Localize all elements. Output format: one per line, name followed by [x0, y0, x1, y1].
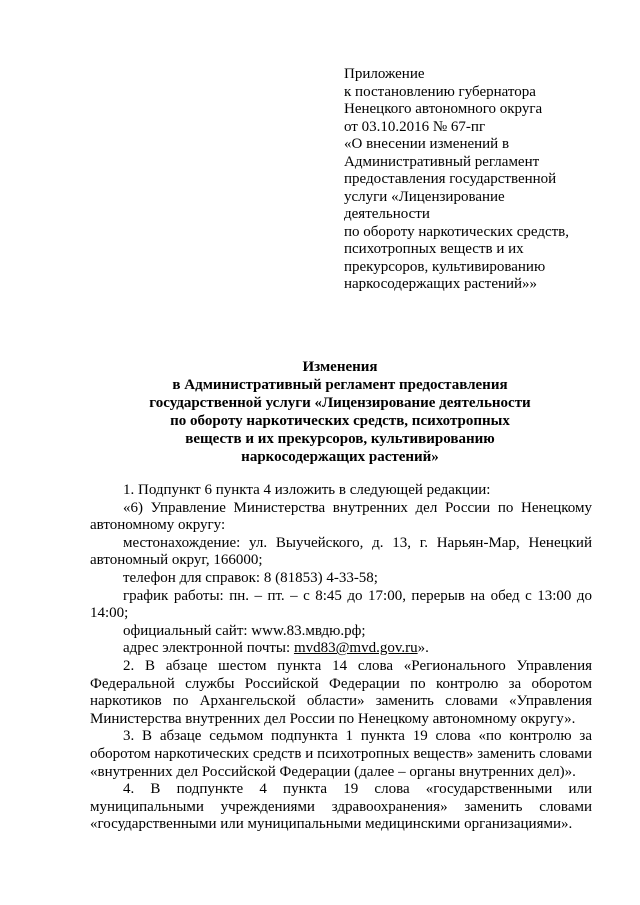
paragraph-email	[90, 640, 592, 658]
appendix-line: Административный регламент	[344, 153, 540, 170]
email-link[interactable]: mvd83@mvd.gov.ru	[293, 640, 418, 657]
paragraph-item-2: 2. В абзаце шестом пункта 14 слова «Регионального Управления Федеральной службы Российской Федерации по контролю за оборотом наркотиков по Архангельской области» заменить словами «Управления Министерства внутренних дел России по Ненецкому автономному округу».	[90, 657, 592, 727]
appendix-line: наркосодержащих растений»»	[344, 276, 538, 292]
email-label: адрес электронной почты:	[123, 640, 294, 657]
appendix-line: услуги «Лицензирование	[344, 188, 505, 205]
heading-line: в Административный регламент предоставления	[172, 377, 508, 393]
document-heading	[90, 358, 590, 466]
paragraph-location: местонахождение: ул. Выучейского, д. 13, г. Нарьян-Мар, Ненецкий автономный округ, 166000;	[90, 534, 592, 569]
appendix-line: по обороту наркотических средств,	[344, 223, 570, 240]
heading-line: веществ и их прекурсоров, культивированию	[185, 431, 495, 447]
paragraph-department: «6) Управление Министерства внутренних дел России по Ненецкому автономному округу:	[90, 499, 592, 534]
paragraph-phone: телефон для справок: 8 (81853) 4-33-58;	[123, 569, 378, 586]
appendix-line: «О внесении изменений в	[344, 136, 510, 152]
paragraph-item-1: 1. Подпункт 6 пункта 4 изложить в следующей редакции:	[123, 482, 491, 498]
appendix-line: деятельности	[344, 206, 430, 222]
paragraph-item-3: 3. В абзаце седьмом подпункта 1 пункта 19 слова «по контролю за оборотом наркотических средств и психотропных веществ» заменить словами «внутренних дел Российской Федерации (далее – органы внутренних дел)».	[90, 728, 592, 780]
heading-line: Изменения	[302, 359, 378, 375]
email-suffix: ».	[417, 640, 429, 657]
heading-line: наркосодержащих растений»	[241, 449, 439, 465]
paragraph-item-4: 4. В подпункте 4 пункта 19 слова «государственными или муниципальными учреждениями здравоохранения» заменить словами «государственными или муниципальными медицинскими организациями».	[90, 781, 592, 833]
appendix-line: Ненецкого автономного округа	[344, 101, 543, 117]
appendix-line: от 03.10.2016 № 67-пг	[344, 118, 486, 135]
heading-line: государственной услуги «Лицензирование деятельности	[149, 395, 531, 411]
appendix-block	[344, 66, 614, 294]
paragraph-website: официальный сайт: www.83.мвдю.рф;	[123, 622, 366, 639]
document-body	[90, 482, 592, 834]
paragraph-schedule: график работы: пн. – пт. – с 8:45 до 17:00, перерыв на обед с 13:00 до 14:00;	[90, 587, 592, 622]
appendix-line: Приложение	[344, 66, 425, 82]
appendix-line: к постановлению губернатора	[344, 83, 536, 100]
appendix-line: прекурсоров, культивированию	[344, 258, 546, 275]
appendix-line: психотропных веществ и их	[344, 241, 524, 257]
heading-line: по обороту наркотических средств, психотропных	[170, 413, 510, 429]
appendix-line: предоставления государственной	[344, 171, 557, 187]
